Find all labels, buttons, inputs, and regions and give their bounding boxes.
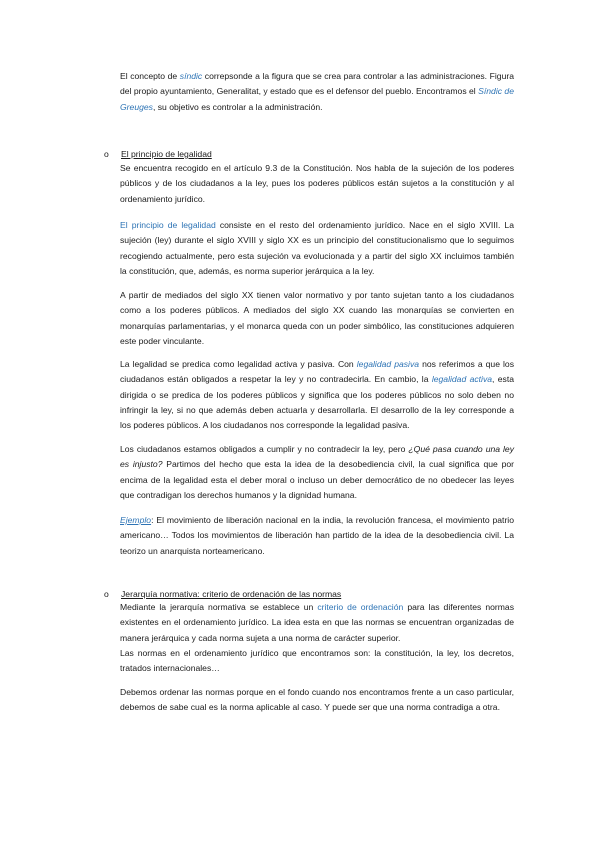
paragraph-text: Se encuentra recogido en el artículo 9.3 de la Constitución. Nos habla de la sujeción de los poderes públicos y de los ciudadanos a la ley, pues los poderes públicos están sujetos a la constitución y al ordenamiento jurídico.: [120, 163, 514, 204]
intro-text: , su objetivo es controlar a la administración.: [152, 101, 323, 112]
section-title: El principio de legalidad: [121, 149, 212, 159]
paragraph: [120, 218, 514, 279]
term-principio-legalidad: El principio de legalidad: [120, 220, 216, 230]
term-criterio-ordenacion: criterio de ordenación: [317, 602, 404, 612]
paragraph-text: A partir de mediados del siglo XX tienen valor normativo y por tanto sujetan tanto a los ciudadanos como a los poderes públicos. A mediados del siglo XX cuando las monarquías se convierten en monarquías parlamentarias, y el monarca queda con un poder simbólico, las constituciones adquieren este poder vinculante.: [120, 290, 514, 346]
paragraph: [120, 161, 514, 207]
paragraph: [120, 513, 514, 559]
paragraph-text: nos referimos a que los ciudadanos están obligados a respetar la ley y no contradecirla. En cambio, la: [120, 359, 515, 385]
paragraph-text: para las diferentes normas existentes en el ordenamiento jurídico. La idea esta en que las normas se encuentran organizadas de manera jerárquica y cada norma sujeta a una norma de carácter superior.: [120, 602, 514, 643]
paragraph-text: consiste en el resto del ordenamiento jurídico. Nace en el siglo XVIII. La sujeción (ley) durante el siglo XVIII y siglo XX es un principio del constitucionalismo que lo seguimos recogiendo actualmente, pero esta sujeción va evolucionada y a partir del siglo XX incluimos también la constitución, que, además, es norma superior jerárquica a la ley.: [120, 220, 514, 276]
question-text: ¿Qué pasa cuando una ley es injusto?: [120, 444, 515, 470]
term-legalidad-pasiva: legalidad pasiva: [356, 359, 420, 369]
paragraph-text: Mediante la jerarquía normativa se establece un: [120, 602, 318, 612]
bullet-icon: o: [104, 149, 109, 159]
ejemplo-label: Ejemplo: [120, 515, 152, 525]
paragraph: [120, 357, 514, 433]
paragraph: [120, 685, 514, 716]
section-title: Jerarquía normativa: criterio de ordenación de las normas: [121, 589, 342, 599]
intro-paragraph: [120, 69, 514, 115]
term-sindic-de-greuges: Síndic de Greuges: [120, 86, 514, 112]
term-sindic: síndic: [179, 71, 203, 81]
intro-text: El concepto de: [120, 71, 180, 81]
bullet-icon: o: [104, 589, 109, 599]
paragraph-text: : El movimiento de liberación nacional en la india, la revolución francesa, el movimiento patrio americano… Todos los movimientos de liberación han partido de la idea de la desobediencia civil. La teorizo un anarquista norteamericano.: [120, 515, 514, 556]
paragraph-text: Las normas en el ordenamiento jurídico que encontramos son: la constitución, la ley, los decretos, tratados internacionales…: [120, 647, 514, 674]
paragraph-text: Debemos ordenar las normas porque en el fondo cuando nos encontramos frente a un caso particular, debemos de sabe cual es la norma aplicable al caso. Y puede ser que una norma contradiga a otra.: [120, 687, 514, 713]
term-legalidad-activa: legalidad activa: [431, 374, 493, 385]
paragraph-text: La legalidad se predica como legalidad activa y pasiva. Con: [120, 359, 357, 369]
intro-text: correpsonde a la figura que se crea para controlar a las administraciones. Figura del propio ayuntamiento, Generalitat, y estado que es el defensor del pueblo. Encontramos el: [120, 71, 514, 97]
paragraph: [120, 442, 514, 503]
paragraph-text: , esta dirigida o se predica de los poderes públicos y significa que los poderes públicos no solo deben no infringir la ley, si no que además deben actuarla y desarrollarla. El desarrollo de la ley corresponde a los poderes públicos. A los ciudadanos nos corresponde la legalidad pasiva.: [120, 374, 514, 431]
paragraph-text: Los ciudadanos estamos obligados a cumplir y no contradecir la ley, pero: [120, 444, 409, 454]
paragraph: [120, 600, 514, 676]
paragraph: [120, 288, 514, 349]
paragraph-text: Partimos del hecho que esta la idea de la desobediencia civil, la cual significa que por encima de la legalidad esta el deber moral o incluso un deber democrático de no obedecer las leyes que contradigan los derechos humanos y la dignidad humana.: [120, 459, 514, 500]
